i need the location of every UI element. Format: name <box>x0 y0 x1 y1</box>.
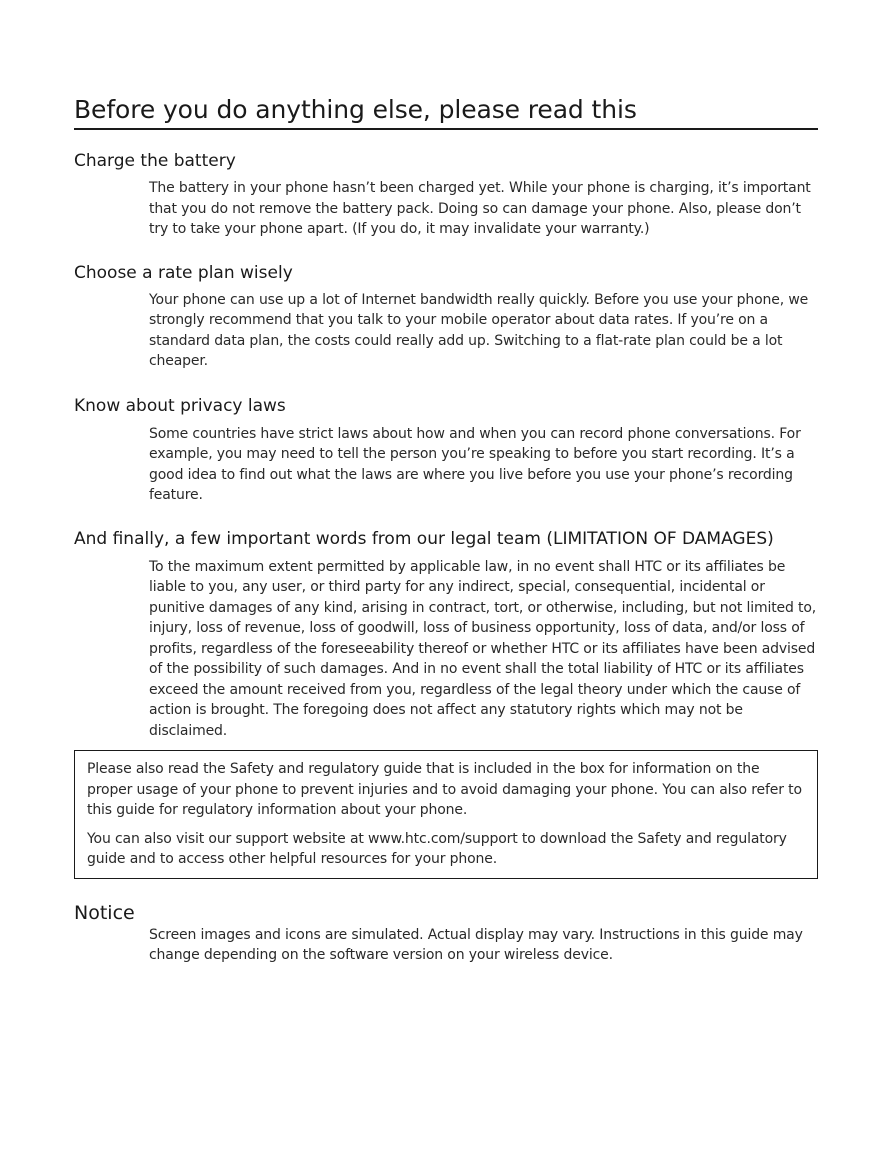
section-heading: Know about privacy laws <box>74 395 286 416</box>
info-paragraph: Please also read the Safety and regulatory guide that is included in the box for information on the proper usage of your phone to prevent injuries and to avoid damaging your phone. You can also refer to this guide for regulatory information about your phone. <box>87 761 802 818</box>
page-title: Before you do anything else, please read this <box>74 94 818 130</box>
section-body: Screen images and icons are simulated. Actual display may vary. Instructions in this guide may change depending on the software version on your wireless device. <box>149 926 803 963</box>
safety-info-box <box>74 750 818 879</box>
section-legal-limitation <box>74 528 818 742</box>
section-body: Some countries have strict laws about how and when you can record phone conversations. For example, you may need to tell the person you’re speaking to before you start recording. It’s a good idea to find out what the laws are where you live before you use your phone’s recording feature. <box>149 425 801 503</box>
section-heading: Charge the battery <box>74 151 236 171</box>
section-privacy-laws <box>74 395 818 506</box>
document-page <box>74 94 818 966</box>
section-notice <box>74 901 818 966</box>
section-heading: And finally, a few important words from our legal team (LIMITATION OF DAMAGES) <box>74 528 774 549</box>
section-heading: Choose a rate plan wisely <box>74 262 293 283</box>
info-paragraph: You can also visit our support website at www.htc.com/support to download the Safety and regulatory guide and to access other helpful resources for your phone. <box>87 830 787 867</box>
section-charge-battery <box>74 150 818 240</box>
section-heading: Notice <box>74 901 135 924</box>
section-body: The battery in your phone hasn’t been charged yet. While your phone is charging, it’s important that you do not remove the battery pack. Doing so can damage your phone. Also, please don’t try to take your phone apart. (If you do, it may invalidate your warranty.) <box>149 180 811 237</box>
section-body: Your phone can use up a lot of Internet bandwidth really quickly. Before you use your phone, we strongly recommend that you talk to your mobile operator about data rates. If you’re on a standard data plan, the costs could really add up. Switching to a flat-rate plan could be a lot cheaper. <box>149 291 809 369</box>
section-body: To the maximum extent permitted by applicable law, in no event shall HTC or its affiliates be liable to you, any user, or third party for any indirect, special, consequential, incidental or punitive damages of any kind, arising in contract, tort, or otherwise, including, but not limited to, injury, loss of revenue, loss of goodwill, loss of business opportunity, loss of data, and/or loss of profits, regardless of the foreseeability thereof or whether HTC or its affiliates have been advised of the possibility of such damages. And in no event shall the total liability of HTC or its affiliates exceed the amount received from you, regardless of the legal theory under which the cause of action is brought. The foregoing does not affect any statutory rights which may not be disclaimed. <box>149 558 817 739</box>
section-rate-plan <box>74 262 818 372</box>
